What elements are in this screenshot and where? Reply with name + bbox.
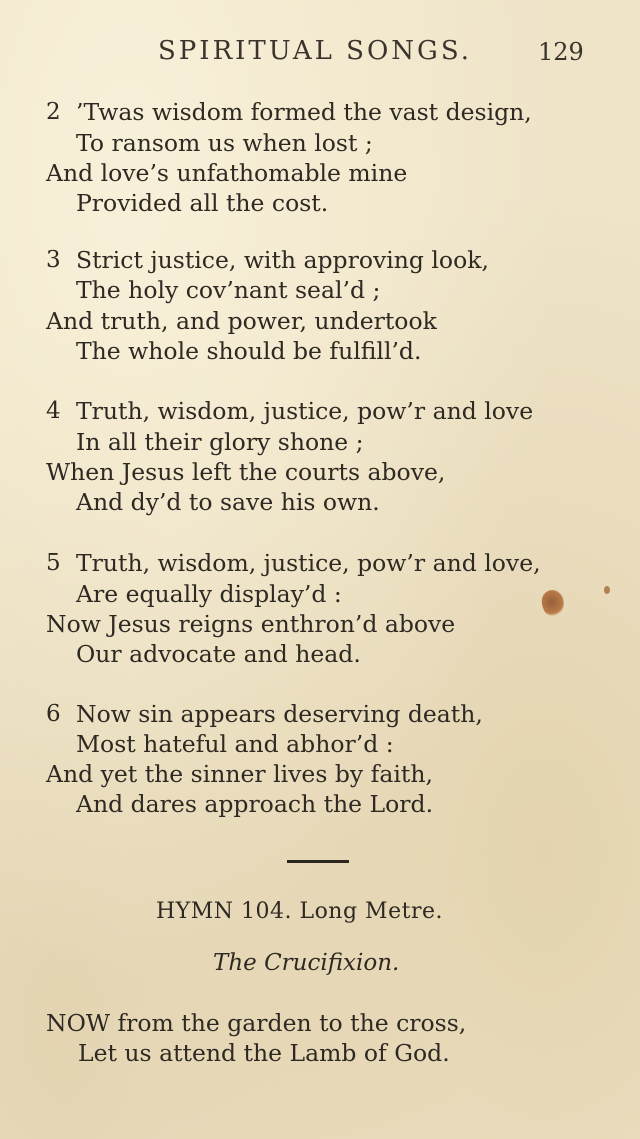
running-head: SPIRITUAL SONGS.	[158, 36, 472, 66]
verse-line: And yet the sinner lives by faith,	[46, 760, 433, 788]
hymn-line: Let us attend the Lamb of God.	[78, 1039, 450, 1067]
hymn-subtitle: The Crucifixion.	[213, 950, 400, 976]
verse-number: 4	[46, 398, 61, 424]
verse-number: 6	[46, 701, 61, 727]
verse-line: And truth, and power, undertook	[46, 307, 437, 335]
verse-number: 3	[46, 247, 61, 273]
verse-number: 2	[46, 99, 61, 125]
verse-line: Provided all the cost.	[76, 189, 329, 217]
verse-line: Most hateful and abhor’d :	[76, 730, 394, 758]
verse-line: The whole should be fulfill’d.	[76, 337, 422, 365]
verse-line: Strict justice, with approving look,	[76, 246, 489, 274]
page-number: 129	[538, 38, 584, 66]
verse-line: And dy’d to save his own.	[76, 488, 380, 516]
verse-line: Our advocate and head.	[76, 640, 361, 668]
hymn-line: NOW from the garden to the cross,	[46, 1009, 467, 1037]
verse-line: And dares approach the Lord.	[76, 790, 434, 818]
paper-speck	[604, 586, 610, 594]
verse-number: 5	[46, 550, 61, 576]
verse-line: When Jesus left the courts above,	[46, 458, 446, 486]
hymn-heading: HYMN 104. Long Metre.	[156, 899, 443, 924]
verse-line: To ransom us when lost ;	[76, 129, 373, 157]
paper-stain	[538, 587, 568, 619]
verse-line: Now Jesus reigns enthron’d above	[46, 610, 456, 638]
verse-line: The holy cov’nant seal’d ;	[76, 276, 381, 304]
verse-line: And love’s unfathomable mine	[46, 159, 408, 187]
section-divider	[287, 860, 349, 863]
verse-line: ’Twas wisdom formed the vast design,	[76, 98, 532, 126]
verse-line: Truth, wisdom, justice, pow’r and love	[76, 397, 534, 425]
verse-line: Are equally display’d :	[76, 580, 342, 608]
verse-line: Now sin appears deserving death,	[76, 700, 483, 728]
verse-line: In all their glory shone ;	[76, 428, 364, 456]
verse-line: Truth, wisdom, justice, pow’r and love,	[76, 549, 541, 577]
